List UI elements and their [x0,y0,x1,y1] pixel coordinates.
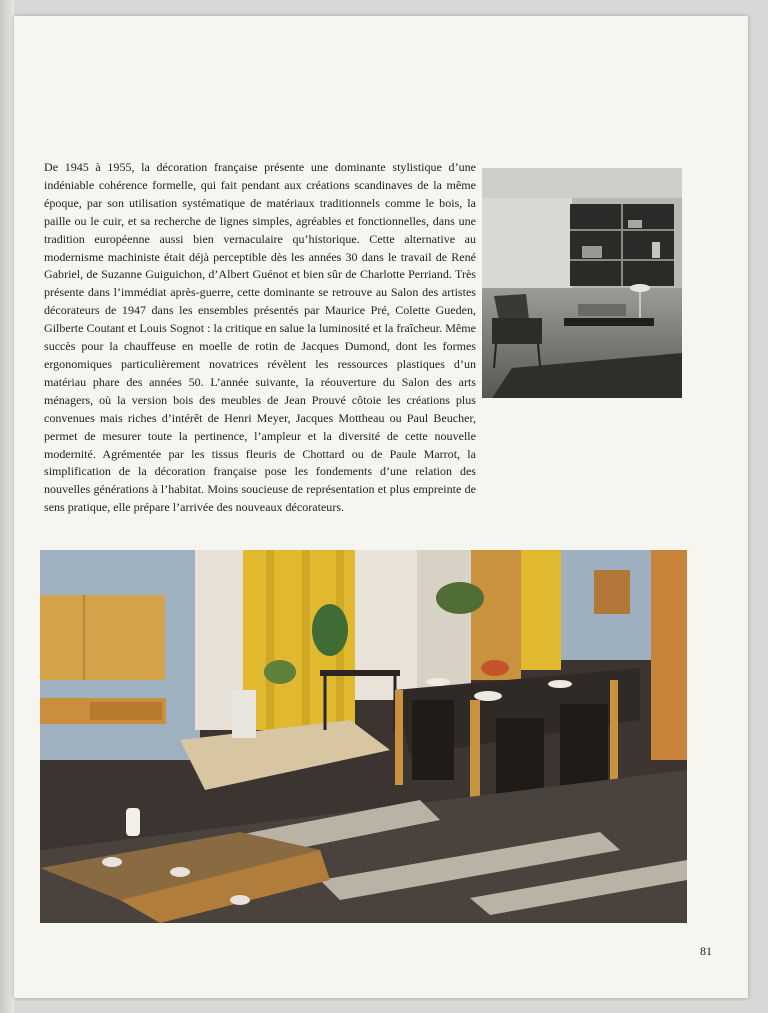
body-text: De 1945 à 1955, la décoration française présente une dominante stylistique d’une indéniable cohérence formelle, qui fait pendant aux créations scandinaves de la même époque, par son utilisation systématique de matériaux traditionnels comme le bois, la paille ou le cuir, et sa recherche de lignes simples, agréables et fonctionnelles, dans une tradition européenne aussi bien vernaculaire qu’historique. Cette alternative au modernisme machiniste était déjà perceptible dès les années 30 dans le travail de René Gabriel, de Suzanne Guiguichon, d’Albert Guénot et bien sûr de Charlotte Perriand. Très présente dans l’immédiat après-guerre, cette dominante se retrouve au Salon des artistes décorateurs de 1947 dans les ensembles présentés par Maurice Pré, Colette Gueden, Gilberte Coutant et Louis Sognot : la critique en salue la luminosité et la fraîcheur. Même succès pour la chauffeuse en moelle de rotin de Jacques Dumond, dont les formes ergonomiques particulièrement novatrices révèlent les ressources plastiques d’un matériau phare des années 50. L’année suivante, la réouverture du Salon des arts ménagers, où la version bois des meubles de Jean Prouvé côtoie les créations plus convenues mais riches d’intérêt de Henri Meyer, Jacques Mottheau ou Paul Beucher, permet de mesurer toute la pertinence, l’ampleur et la diversité de cette nouvelle modernité. Agrémentée par les tissus fleuris de Chottard ou de Paule Marrot, la simplification de la décoration française pose les fondements d’une relation des nouvelles générations à l’habitat. Moins soucieuse de représentation et plus empreinte de sens pratique, elle prépare l’arrivée des nouveaux décorateurs. [44,160,476,515]
color-photo-interior [40,550,687,923]
page-number: 81 [700,944,712,958]
book-gutter [0,0,14,1013]
bw-photo-living-room [482,168,682,398]
